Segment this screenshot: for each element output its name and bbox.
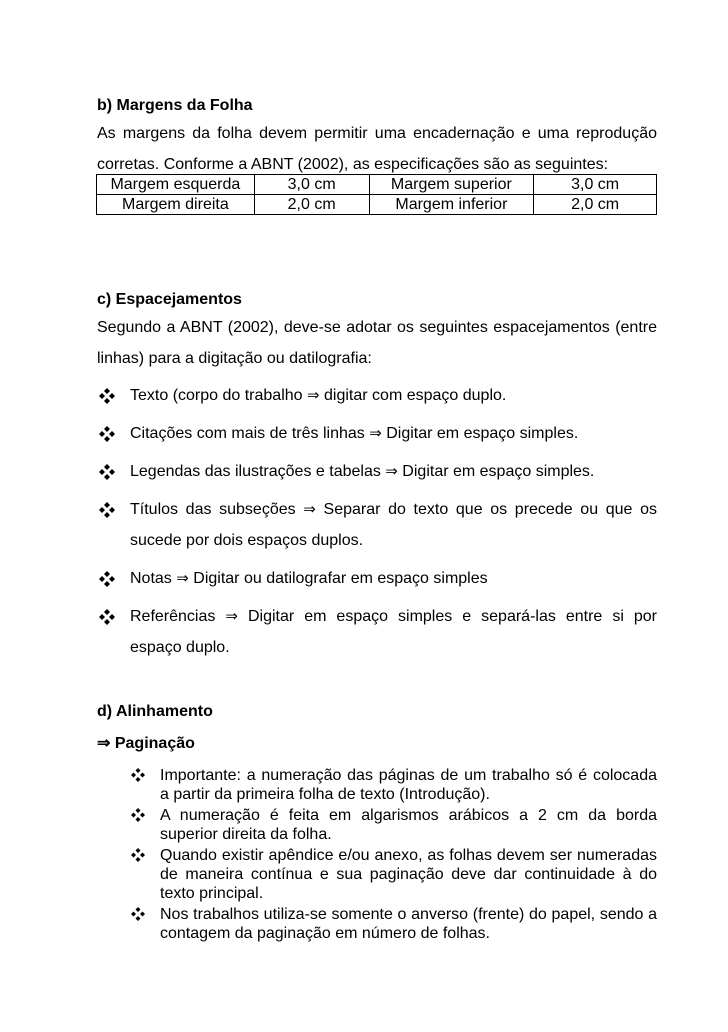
section-espacejamentos: [97, 290, 657, 663]
diamond-bullet-icon: [130, 905, 146, 924]
table-cell: Margem esquerda: [97, 175, 255, 195]
diamond-bullet-icon: [97, 563, 117, 594]
subsection-heading-paginacao: [97, 734, 657, 754]
diamond-bullet-icon: [97, 494, 117, 525]
implies-arrow: ⇒: [307, 387, 320, 404]
diamond-bullet-icon: [97, 380, 117, 411]
list-item: [97, 418, 657, 449]
item-text-pre: Texto (corpo do trabalho: [130, 387, 307, 404]
diamond-bullet-icon: [97, 601, 117, 632]
item-text-pre: Notas: [130, 570, 177, 587]
item-text: Quando existir apêndice e/ou anexo, as folhas devem ser numeradas de maneira contínua e sua paginação deve dar continuidade à do texto principal.: [160, 847, 657, 902]
margins-table: [96, 174, 657, 215]
table-cell: 2,0 cm: [254, 195, 369, 215]
item-text-pre: Citações com mais de três linhas: [130, 425, 370, 442]
implies-arrow: ⇒: [303, 501, 316, 518]
section-heading-margens: b) Margens da Folha: [97, 97, 253, 114]
list-item: [127, 846, 657, 903]
implies-arrow: ⇒: [176, 570, 189, 587]
item-text: Nos trabalhos utiliza-se somente o anverso (frente) do papel, sendo a contagem da paginação em número de folhas.: [160, 906, 657, 942]
table-cell: Margem direita: [97, 195, 255, 215]
section-text-espacejamentos: Segundo a ABNT (2002), deve-se adotar os seguintes espacejamentos (entre linhas) para a digitação ou datilografia:: [97, 319, 657, 367]
list-item: [97, 456, 657, 487]
list-item: [97, 601, 657, 663]
item-text-post: Digitar em espaço simples.: [397, 463, 595, 480]
item-text-post: Separar do texto que os precede ou que os sucede por dois espaços duplos.: [130, 501, 658, 549]
diamond-bullet-icon: [130, 846, 146, 865]
section-heading-espacejamentos: c) Espacejamentos: [97, 291, 242, 308]
implies-arrow: ⇒: [225, 608, 238, 625]
pagination-list: [97, 766, 657, 943]
diamond-bullet-icon: [97, 456, 117, 487]
item-text: A numeração é feita em algarismos arábicos a 2 cm da borda superior direita da folha.: [160, 807, 657, 843]
list-item: [97, 563, 657, 594]
section-heading-alinhamento: d) Alinhamento: [97, 703, 213, 720]
item-text-pre: Títulos das subseções: [130, 501, 304, 518]
section-alinhamento: [97, 702, 657, 945]
item-text-pre: Referências: [130, 608, 226, 625]
table-cell: Margem inferior: [369, 195, 534, 215]
implies-arrow: ⇒: [385, 463, 398, 480]
section-margens: [97, 96, 657, 215]
spacing-list: [97, 380, 657, 663]
table-cell: 3,0 cm: [534, 175, 657, 195]
subsection-title: Paginação: [114, 735, 195, 752]
table-cell: 3,0 cm: [254, 175, 369, 195]
implies-arrow-icon: ⇒: [97, 735, 111, 752]
table-cell: Margem superior: [369, 175, 534, 195]
item-text-post: Digitar em espaço simples e separá-las entre si por espaço duplo.: [130, 608, 657, 656]
item-text-post: digitar com espaço duplo.: [319, 387, 507, 404]
list-item: [97, 494, 657, 556]
diamond-bullet-icon: [97, 418, 117, 449]
item-text-pre: Legendas das ilustrações e tabelas: [130, 463, 386, 480]
item-text-post: Digitar em espaço simples.: [381, 425, 579, 442]
item-text-post: Digitar ou datilografar em espaço simples: [188, 570, 488, 587]
list-item: [127, 806, 657, 844]
item-text: Importante: a numeração das páginas de um trabalho só é colocada a partir da primeira folha de texto (Introdução).: [160, 767, 657, 803]
implies-arrow: ⇒: [369, 425, 382, 442]
list-item: [127, 905, 657, 943]
section-text-margens: As margens da folha devem permitir uma encadernação e uma reprodução corretas. Conforme a ABNT (2002), as especificações são as seguintes:: [97, 125, 657, 173]
list-item: [97, 380, 657, 411]
table-cell: 2,0 cm: [534, 195, 657, 215]
diamond-bullet-icon: [130, 806, 146, 825]
table-row: [97, 195, 657, 215]
list-item: [127, 766, 657, 804]
diamond-bullet-icon: [130, 766, 146, 785]
